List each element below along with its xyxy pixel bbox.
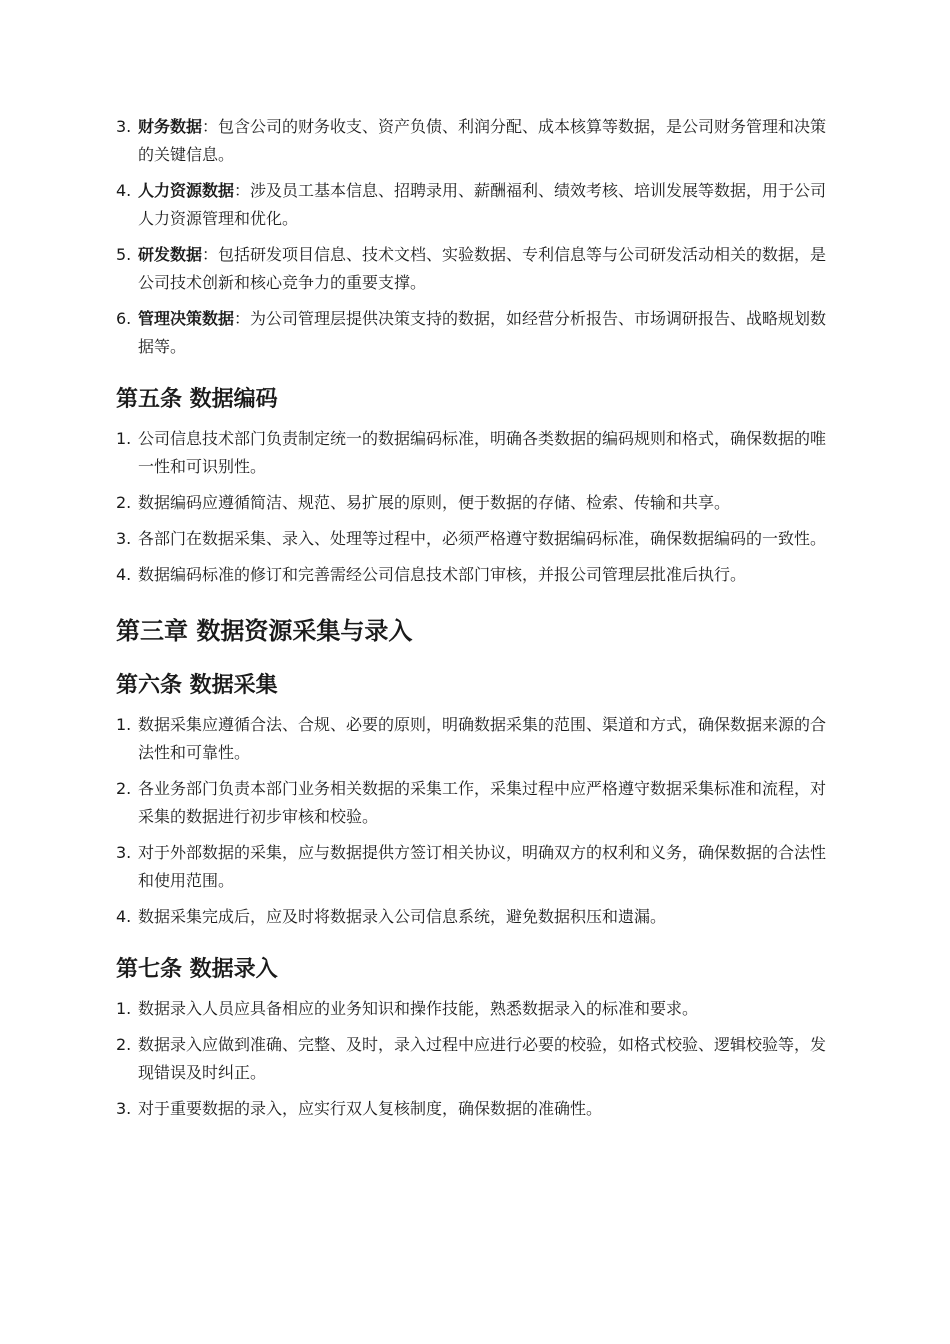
article7-list [116, 995, 828, 1123]
item-term: 管理决策数据 [138, 309, 235, 328]
article7-heading: 第七条 数据录入 [116, 957, 278, 982]
article6-list [116, 711, 828, 931]
item-text: 数据录入应做到准确、完整、及时，录入过程中应进行必要的校验，如格式校验、逻辑校验等，发现错误及时纠正。 [138, 1035, 827, 1082]
list-item [116, 241, 828, 297]
item-number: 2. [116, 1035, 132, 1054]
item-text: 数据采集应遵循合法、合规、必要的原则，明确数据采集的范围、渠道和方式，确保数据来源的合法性和可靠性。 [138, 715, 827, 762]
list-item [116, 561, 828, 589]
item-text: 各业务部门负责本部门业务相关数据的采集工作，采集过程中应严格遵守数据采集标准和流程，对采集的数据进行初步审核和校验。 [138, 779, 827, 826]
item-number: 1. [116, 999, 132, 1018]
item-text: ：涉及员工基本信息、招聘录用、薪酬福利、绩效考核、培训发展等数据，用于公司人力资源管理和优化。 [138, 181, 827, 228]
item-term: 研发数据 [138, 245, 203, 264]
item-text: 数据编码应遵循简洁、规范、易扩展的原则，便于数据的存储、检索、传输和共享。 [138, 493, 731, 512]
item-number: 4. [116, 565, 132, 584]
item-text: ：为公司管理层提供决策支持的数据，如经营分析报告、市场调研报告、战略规划数据等。 [138, 309, 827, 356]
item-number: 1. [116, 715, 132, 734]
list-item [116, 113, 828, 169]
document-page [116, 113, 828, 1131]
item-text: ：包括研发项目信息、技术文档、实验数据、专利信息等与公司研发活动相关的数据，是公司技术创新和核心竞争力的重要支撑。 [138, 245, 827, 292]
data-categories-list [116, 113, 828, 361]
item-number: 2. [116, 493, 132, 512]
item-text: 公司信息技术部门负责制定统一的数据编码标准，明确各类数据的编码规则和格式，确保数据的唯一性和可识别性。 [138, 429, 827, 476]
list-item [116, 1095, 828, 1123]
list-item [116, 1031, 828, 1087]
item-number: 6. [116, 309, 132, 328]
list-item [116, 775, 828, 831]
article5-heading: 第五条 数据编码 [116, 387, 278, 412]
item-text: 数据采集完成后，应及时将数据录入公司信息系统，避免数据积压和遗漏。 [138, 907, 667, 926]
list-item [116, 305, 828, 361]
list-item [116, 177, 828, 233]
item-term: 财务数据 [138, 117, 203, 136]
chapter3-heading: 第三章 数据资源采集与录入 [116, 617, 413, 645]
item-number: 1. [116, 429, 132, 448]
item-number: 2. [116, 779, 132, 798]
item-number: 3. [116, 1099, 132, 1118]
item-number: 5. [116, 245, 132, 264]
item-term: 人力资源数据 [138, 181, 235, 200]
list-item [116, 425, 828, 481]
item-number: 4. [116, 181, 132, 200]
list-item [116, 711, 828, 767]
list-item [116, 903, 828, 931]
article5-list [116, 425, 828, 589]
item-text: ：包含公司的财务收支、资产负债、利润分配、成本核算等数据，是公司财务管理和决策的关键信息。 [138, 117, 827, 164]
item-number: 4. [116, 907, 132, 926]
item-text: 对于外部数据的采集，应与数据提供方签订相关协议，明确双方的权利和义务，确保数据的合法性和使用范围。 [138, 843, 827, 890]
list-item [116, 995, 828, 1023]
list-item [116, 839, 828, 895]
item-text: 数据录入人员应具备相应的业务知识和操作技能，熟悉数据录入的标准和要求。 [138, 999, 699, 1018]
article6-heading: 第六条 数据采集 [116, 673, 278, 698]
item-number: 3. [116, 843, 132, 862]
item-number: 3. [116, 117, 132, 136]
item-number: 3. [116, 529, 132, 548]
list-item [116, 489, 828, 517]
list-item [116, 525, 828, 553]
item-text: 数据编码标准的修订和完善需经公司信息技术部门审核，并报公司管理层批准后执行。 [138, 565, 747, 584]
item-text: 对于重要数据的录入，应实行双人复核制度，确保数据的准确性。 [138, 1099, 603, 1118]
item-text: 各部门在数据采集、录入、处理等过程中，必须严格遵守数据编码标准，确保数据编码的一致性。 [138, 529, 827, 548]
